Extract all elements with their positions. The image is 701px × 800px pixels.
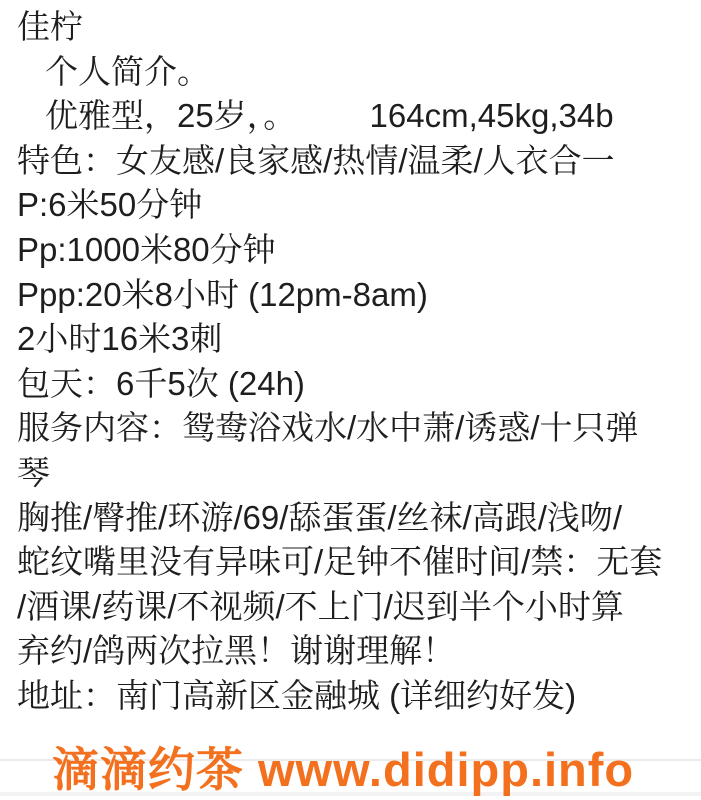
- text-line: 特色：女友感/良家感/热情/温柔/人衣合一: [17, 141, 615, 179]
- text-line: 个人简介。: [45, 52, 210, 90]
- watermark-site-name: 滴滴约茶: [52, 743, 244, 796]
- text-line: 胸推/臀推/环游/69/舔蛋蛋/丝袜/高跟/浅吻/: [17, 498, 623, 536]
- text-line: /酒课/药课/不视频/不上门/迟到半个小时算: [17, 587, 624, 625]
- text-line: 2小时16米3刺: [17, 320, 223, 358]
- profile-text: [17, 5, 662, 719]
- text-line: 优雅型，25岁，。 164cm,45kg,34b: [45, 97, 614, 135]
- profile-name-line: 佳柠: [17, 8, 83, 45]
- text-line: Ppp:20米8小时 (12pm-8am): [17, 275, 428, 313]
- text-line: 弃约/鸽两次拉黑！谢谢理解！: [17, 632, 456, 670]
- watermark-url: www.didipp.info: [258, 743, 635, 796]
- text-line: 包天：6千5次 (24h): [17, 364, 305, 402]
- text-line: 服务内容：鸳鸯浴戏水/水中萧/诱惑/十只弹: [17, 409, 639, 447]
- watermark: [52, 733, 634, 800]
- text-line: Pp:1000米80分钟: [17, 230, 276, 268]
- text-line: 琴: [17, 453, 50, 491]
- text-line: 地址：南门高新区金融城 (详细约好发): [17, 676, 577, 714]
- text-line: P:6米50分钟: [17, 186, 203, 224]
- text-line: 蛇纹嘴里没有异味可/足钟不催时间/禁：无套: [17, 543, 663, 581]
